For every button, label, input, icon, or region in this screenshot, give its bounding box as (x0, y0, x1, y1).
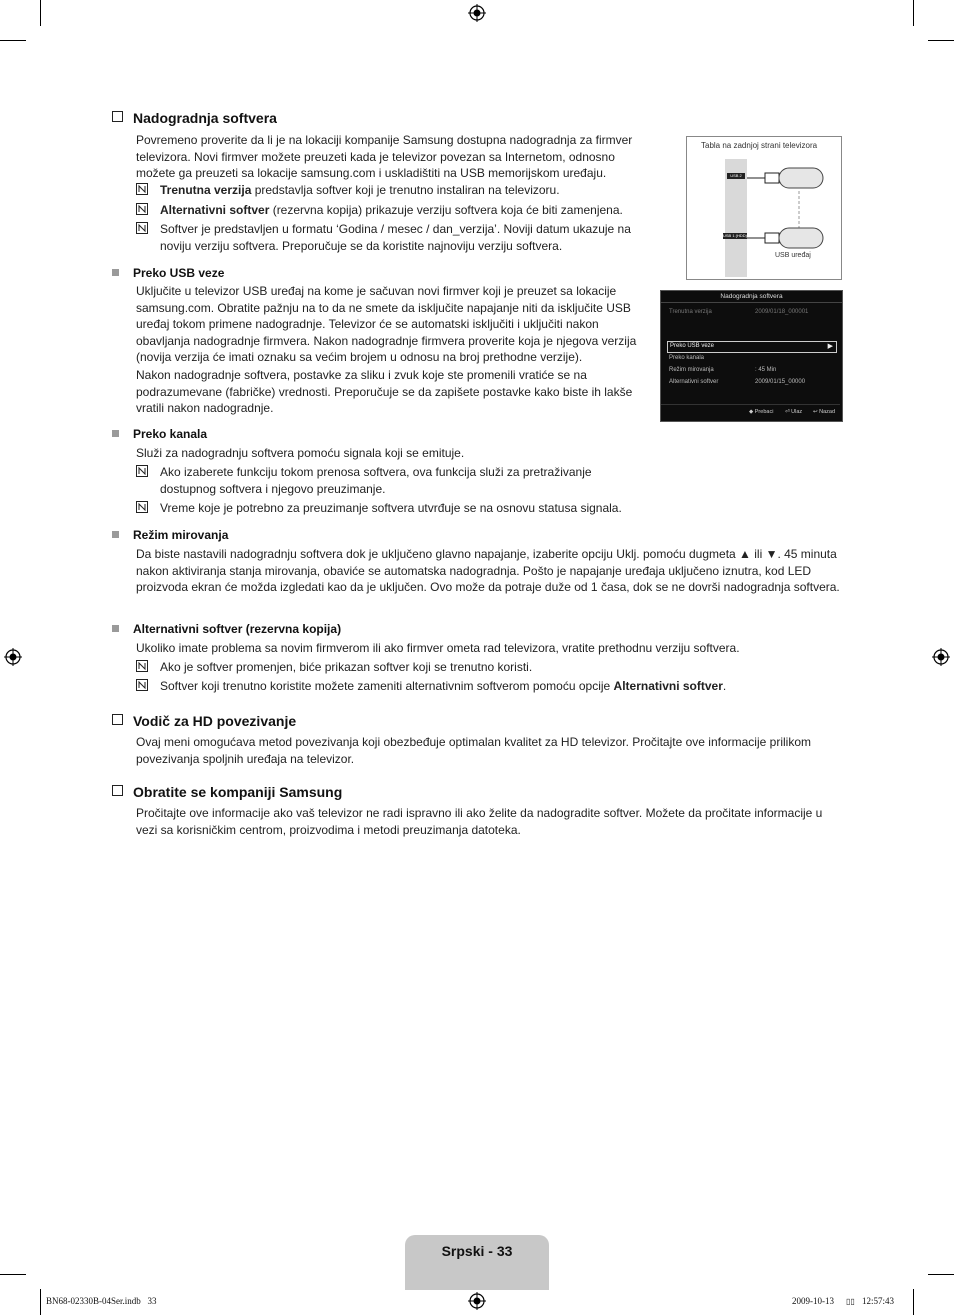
note-icon (136, 660, 148, 672)
note-replace-software (136, 678, 836, 695)
note-icon (136, 501, 148, 513)
subsection-title-usb: Preko USB veze (112, 266, 224, 280)
section-title-contact: Obratite se kompaniji Samsung (112, 784, 342, 800)
subsection-title-standby: Režim mirovanja (112, 528, 228, 542)
standby-paragraph: Da biste nastavili nadogradnju softvera dok je uključeno glavno napajanje, izaberite opciju Uklj. pomoću dugmeta ▲ ili ▼. 45 minuta nakon aktiviranja stanja mirovanja, obaviće se automatska nadogradnja. Pošto je napajanje uređaja uključeno iznutra, kod LED proizvoda ekran će možda izgledati kao da je uključen. Ovo može da potraje duže od 1 časa, dok se ne dovrši nadogradnja softvera. (136, 547, 840, 594)
usb-port-label: USB 1 (HDD) (723, 233, 747, 238)
update-intro: Povremeno proverite da li je na lokaciji kompanije Samsung dostupna nadogradnja za firmver televizora. Novi firmver možete preuzeti kada je televizor povezan sa Internetom, odnosno možete ga preuzeti sa lokacije samsung.com i uskladištiti na USB memorijskom uređaju. (136, 133, 633, 180)
crop-mark (913, 0, 914, 26)
usb-drive-icon (747, 163, 827, 263)
note-channel-time (136, 500, 836, 517)
crop-mark (0, 1274, 26, 1275)
square-bullet-icon (112, 625, 119, 632)
tv-menu-row: Trenutna verzija 2009/01/18_000001 (669, 309, 809, 315)
note-software-changed (136, 659, 836, 676)
footer-date: 2009-10-13 (792, 1296, 834, 1306)
enter-icon: ⏎ (785, 409, 790, 415)
usb-paragraph-2: Nakon nadogradnje softvera, postavke za sliku i zvuk koje ste promenili vratiće se na podrazumevane (fabričke) vrednosti. Preporučuje se da zapišete postavke kako biste ih lakše vratili nakon nadogradnje. (136, 368, 633, 415)
tv-menu-title: Nadogradnja softvera (661, 293, 842, 303)
note-icon (136, 222, 148, 234)
square-bullet-icon (112, 269, 119, 276)
note-text: Softver je predstavljen u formatu ‘Godina / mesec / dan_verzija’. Noviji datum ukazuje na noviju verziju softvera. Preporučuje se da koristite najnoviju verziju softvera. (160, 222, 631, 253)
tv-menu-row[interactable]: Preko kanala (669, 355, 705, 361)
crop-mark (40, 1289, 41, 1315)
crop-mark (0, 40, 26, 41)
crop-mark (40, 0, 41, 26)
note-channel-search (136, 464, 648, 498)
note-bold: Alternativni softver (160, 203, 270, 217)
note-text: predstavlja softver koji je trenutno instaliran na televizoru. (251, 183, 560, 197)
section-title-hd: Vodič za HD povezivanje (112, 713, 296, 729)
return-icon: ↩ (813, 409, 818, 415)
note-icon (136, 465, 148, 477)
note-text: . (722, 679, 727, 693)
usb-paragraph-1: Uključite u televizor USB uređaj na kome je sačuvan novi firmver koji je preuzet sa lokacije samsung.com. Obratite pažnju na to da ne smete da isključite napajanje niti da isključite USB uređaj tokom primene nadogradnje. Televizor će se automatski isključiti i uključiti nakon obavljanja nadogradnje firmvera. Nakon nadogradnje firmvera proverite koja je njegova verzija (novija verzija će imati oznaku sa većim brojem u odnosu na broj prethodne verzije). (136, 284, 637, 364)
subsection-title-channel: Preko kanala (112, 427, 207, 441)
registration-mark-icon (4, 648, 22, 666)
note-bold: Alternativni softver (613, 679, 723, 693)
registration-mark-icon (468, 4, 486, 22)
registration-mark-icon (468, 1292, 486, 1310)
crop-mark (913, 1289, 914, 1315)
note-icon (136, 183, 148, 195)
note-text: Ako izaberete funkciju tokom prenosa softvera, ova funkcija služi za pretraživanje dostupnog softvera i njegovo preuzimanje. (160, 465, 592, 496)
note-text: Vreme koje je potrebno za preuzimanje softvera utvrđuje se na osnovu statusa signala. (160, 501, 622, 515)
square-bullet-icon (112, 430, 119, 437)
move-icon: ◆ (749, 409, 754, 415)
square-bullet-icon (112, 531, 119, 538)
usb-device-label: USB uređaj (775, 252, 811, 259)
tv-menu-row[interactable]: Alternativni softver 2009/01/15_00000 (669, 379, 806, 385)
note-text: Softver koji trenutno koristite možete zameniti alternativnim softverom pomoću opcije (160, 679, 614, 693)
subsection-title-alternative: Alternativni softver (rezervna kopija) (112, 622, 341, 636)
alternative-paragraph: Ukoliko imate problema sa novim firmverom ili ako firmver ometa rad televizora, vratite prethodnu verziju softvera. (136, 641, 740, 655)
usb-connection-diagram (686, 136, 842, 280)
tv-menu-screenshot (660, 290, 843, 422)
section-title-update: Nadogradnja softvera (112, 110, 277, 126)
hd-paragraph: Ovaj meni omogućava metod povezivanja koji obezbeđuje optimalan kvalitet za HD televizor. Pročitajte ove informacije prilikom povezivanja spoljnih uređaja na televizor. (136, 735, 811, 766)
note-icon (136, 679, 148, 691)
page-number: Srpski - 33 (441, 1243, 513, 1259)
checkbox-bullet-icon (112, 111, 123, 122)
contact-paragraph: Pročitajte ove informacije ako vaš televizor ne radi ispravno ili ako želite da nadogradite softver. Možete da pročitate informacije u vezi sa korisničkim centrom, proizvodima i metodi preuzimanja datoteka. (136, 806, 823, 837)
usb-port-label: USB 2 (727, 173, 745, 179)
note-bold: Trenutna verzija (160, 183, 252, 197)
diagram-caption: Tabla na zadnjoj strani televizora (701, 141, 818, 150)
note-current-version (136, 182, 648, 199)
crop-mark (928, 1274, 954, 1275)
tv-menu-row[interactable]: Režim mirovanja : 45 Min (669, 367, 777, 373)
channel-paragraph: Služi za nadogradnju softvera pomoću signala koji se emituje. (136, 446, 465, 460)
footer-glyph-boxes: ▯▯ (846, 1297, 855, 1306)
checkbox-bullet-icon (112, 785, 123, 796)
note-text: (rezervna kopija) prikazuje verziju softvera koja će biti zamenjena. (269, 203, 623, 217)
crop-mark (928, 40, 954, 41)
note-alternative-software (136, 202, 656, 219)
note-icon (136, 203, 148, 215)
checkbox-bullet-icon (112, 714, 123, 725)
footer-time: 12:57:43 (862, 1296, 895, 1306)
note-version-format (136, 221, 648, 255)
tv-menu-row-selected[interactable]: Preko USB veze ▶ (667, 341, 837, 353)
tv-menu-hints: ◆ Prebaci ⏎ Ulaz ↩ Nazad (661, 404, 840, 421)
footer-filename: BN68-02330B-04Ser.indb 33 (46, 1296, 157, 1306)
arrow-right-icon: ▶ (827, 343, 833, 350)
registration-mark-icon (932, 648, 950, 666)
note-text: Ako je softver promenjen, biće prikazan softver koji se trenutno koristi. (160, 660, 533, 674)
